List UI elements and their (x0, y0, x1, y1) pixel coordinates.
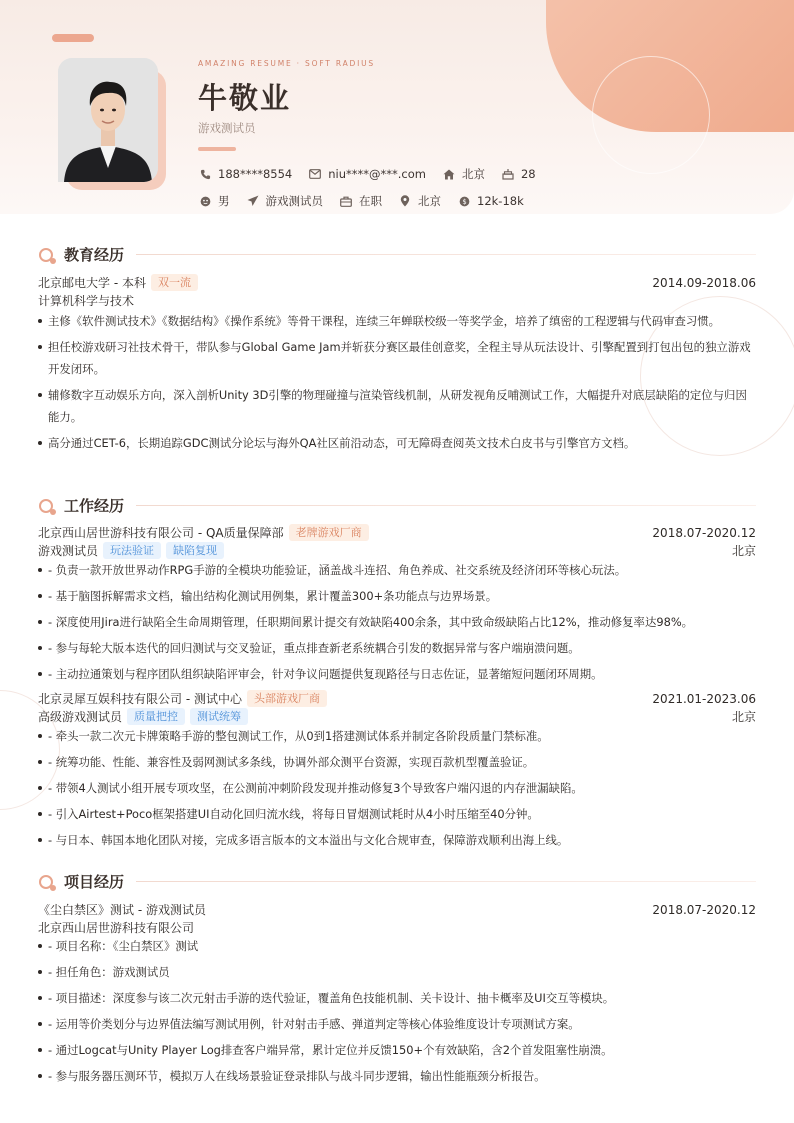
job-status-text: 在职 (359, 194, 382, 208)
send-icon (246, 195, 260, 207)
list-item: - 通过Logcat与Unity Player Log排查客户端异常，累计定位并反馈150+个有效缺陷，含2个首发阻塞性崩溃。 (38, 1039, 756, 1061)
section-divider (136, 881, 756, 882)
person-portrait-icon (58, 58, 158, 182)
job-1-bullets (38, 559, 756, 689)
education-section-title (38, 244, 756, 265)
resume-header (0, 0, 794, 214)
phone-icon (198, 169, 212, 180)
svg-text:$: $ (461, 197, 467, 206)
salary-item (457, 194, 524, 208)
list-item: 主修《软件测试技术》《数据结构》《操作系统》等骨干课程，连续三年蝉联校级一等奖学金，培养了缜密的工程逻辑与代码审查习惯。 (38, 310, 756, 332)
list-item: - 负责一款开放世界动作RPG手游的全模块功能验证，涵盖战斗连招、角色养成、社交系统及经济闭环等核心玩法。 (38, 559, 756, 581)
money-icon (457, 196, 471, 207)
search-icon (38, 246, 56, 264)
company-tag: 老牌游戏厂商 (289, 524, 369, 541)
briefcase-icon (339, 196, 353, 207)
mail-icon (308, 169, 322, 179)
target-role-text: 游戏测试员 (265, 194, 323, 208)
section-divider (136, 505, 756, 506)
company-name: 北京灵犀互娱科技有限公司 - 测试中心 (38, 692, 242, 706)
job-2-role-line (38, 708, 756, 725)
header-tagline: AMAZING RESUME · SOFT RADIUS (198, 59, 375, 68)
list-item: - 主动拉通策划与程序团队组织缺陷评审会，针对争议问题提供复现路径与日志佐证，显著缩短问题闭环周期。 (38, 663, 756, 685)
job-location: 北京 (731, 710, 756, 724)
job-date: 2018.07-2020.12 (652, 525, 756, 540)
target-city-item (398, 193, 441, 209)
job-2-bullets (38, 725, 756, 855)
list-item: - 带领4人测试小组开展专项攻坚，在公测前冲刺阶段发现并推动修复3个导致客户端闪退的内存泄漏缺陷。 (38, 777, 756, 799)
section-heading: 工作经历 (64, 497, 125, 515)
title-underline (198, 147, 236, 151)
phone-text: 188****8554 (218, 167, 293, 181)
job-role: 高级游戏测试员 (38, 710, 123, 724)
status-row (198, 193, 540, 209)
role-tag: 玩法验证 (103, 542, 161, 559)
project-company-line (38, 919, 756, 936)
project-bullets (38, 935, 756, 1091)
gender-icon (198, 196, 212, 207)
list-item: - 项目名称：《尘白禁区》测试 (38, 935, 756, 957)
project-section-title (38, 871, 756, 892)
target-role-item (246, 193, 324, 209)
project-name: 《尘白禁区》测试 - 游戏测试员 (38, 903, 206, 917)
gender-text: 男 (218, 194, 230, 208)
school-name: 北京邮电大学 - 本科 (38, 276, 146, 290)
list-item: - 与日本、韩国本地化团队对接，完成多语言版本的文本溢出与文化合规审查，保障游戏顺利出海上线。 (38, 829, 756, 851)
job-role: 游戏测试员 (38, 544, 99, 558)
education-bullets (38, 310, 756, 458)
phone-item (198, 167, 292, 181)
salary-text: 12k-18k (477, 194, 524, 208)
list-item: - 引入Airtest+Poco框架搭建UI自动化回归流水线，将每日冒烟测试耗时从4小时压缩至40分钟。 (38, 803, 756, 825)
job-1-header (38, 524, 756, 541)
list-item: 高分通过CET-6，长期追踪GDC测试分论坛与海外QA社区前沿动态，可无障碍查阅英文技术白皮书与引擎官方文档。 (38, 432, 756, 454)
profile-photo (58, 58, 158, 182)
list-item: 辅修数字互动娱乐方向，深入剖析Unity 3D引擎的物理碰撞与渲染管线机制，从研发视角反哺测试工作，大幅提升对底层缺陷的定位与归因能力。 (38, 384, 756, 428)
project-header (38, 901, 756, 918)
list-item: - 基于脑图拆解需求文档，输出结构化测试用例集，累计覆盖300+条功能点与边界场景。 (38, 585, 756, 607)
gender-item (198, 193, 230, 209)
job-status-item (339, 193, 382, 209)
major-name: 计算机科学与技术 (38, 294, 135, 308)
list-item: - 牵头一款二次元卡牌策略手游的整包测试工作，从0到1搭建测试体系并制定各阶段质量门禁标准。 (38, 725, 756, 747)
target-city-text: 北京 (418, 194, 441, 208)
age-item (501, 167, 536, 181)
candidate-title: 游戏测试员 (198, 121, 256, 135)
list-item: - 深度使用Jira进行缺陷全生命周期管理，任职期间累计提交有效缺陷400余条，其中致命级缺陷占比12%，推动修复率达98%。 (38, 611, 756, 633)
home-icon (442, 169, 456, 180)
section-divider (136, 254, 756, 255)
education-date: 2014.09-2018.06 (652, 275, 756, 290)
list-item: - 项目描述：深度参与该二次元射击手游的迭代验证，覆盖角色技能机制、关卡设计、抽卡概率及UI交互等模块。 (38, 987, 756, 1009)
education-major-line (38, 292, 756, 309)
job-2-header (38, 690, 756, 707)
role-tag: 质量把控 (127, 708, 185, 725)
header-accent-pill (52, 34, 94, 42)
section-heading: 教育经历 (64, 246, 125, 264)
work-section-title (38, 495, 756, 516)
search-icon (38, 497, 56, 515)
section-heading: 项目经历 (64, 873, 125, 891)
list-item: - 担任角色：游戏测试员 (38, 961, 756, 983)
search-icon (38, 873, 56, 891)
hometown-item (442, 166, 485, 182)
company-tag: 头部游戏厂商 (247, 690, 327, 707)
cake-icon (501, 168, 515, 180)
project-company: 北京西山居世游科技有限公司 (38, 921, 195, 935)
job-1-role-line (38, 542, 756, 559)
age-text: 28 (520, 167, 536, 181)
job-location: 北京 (731, 544, 756, 558)
school-tag: 双一流 (151, 274, 198, 291)
list-item: 担任校游戏研习社技术骨干，带队参与Global Game Jam并斩获分赛区最佳创意奖，全程主导从玩法设计、引擎配置到打包出包的独立游戏开发闭环。 (38, 336, 756, 380)
contact-row (198, 166, 552, 182)
email-text: niu****@***.com (328, 167, 426, 181)
company-name: 北京西山居世游科技有限公司 - QA质量保障部 (38, 526, 284, 540)
list-item: - 统筹功能、性能、兼容性及弱网测试多条线，协调外部众测平台资源，实现百款机型覆盖验证。 (38, 751, 756, 773)
location-icon (398, 195, 412, 207)
list-item: - 参与服务器压测环节，模拟万人在线场景验证登录排队与战斗同步逻辑，输出性能瓶颈分析报告。 (38, 1065, 756, 1087)
candidate-name: 牛敬业 (198, 81, 292, 115)
role-tag: 测试统筹 (190, 708, 248, 725)
role-tag: 缺陷复现 (166, 542, 224, 559)
education-entry-header (38, 274, 756, 291)
list-item: - 参与每轮大版本迭代的回归测试与交叉验证，重点排查新老系统耦合引发的数据异常与客户端崩溃问题。 (38, 637, 756, 659)
header-decor-ring (592, 56, 710, 174)
hometown-text: 北京 (461, 167, 485, 181)
email-item (308, 167, 426, 181)
job-date: 2021.01-2023.06 (652, 691, 756, 706)
list-item: - 运用等价类划分与边界值法编写测试用例，针对射击手感、弹道判定等核心体验维度设计专项测试方案。 (38, 1013, 756, 1035)
project-date: 2018.07-2020.12 (652, 902, 756, 917)
